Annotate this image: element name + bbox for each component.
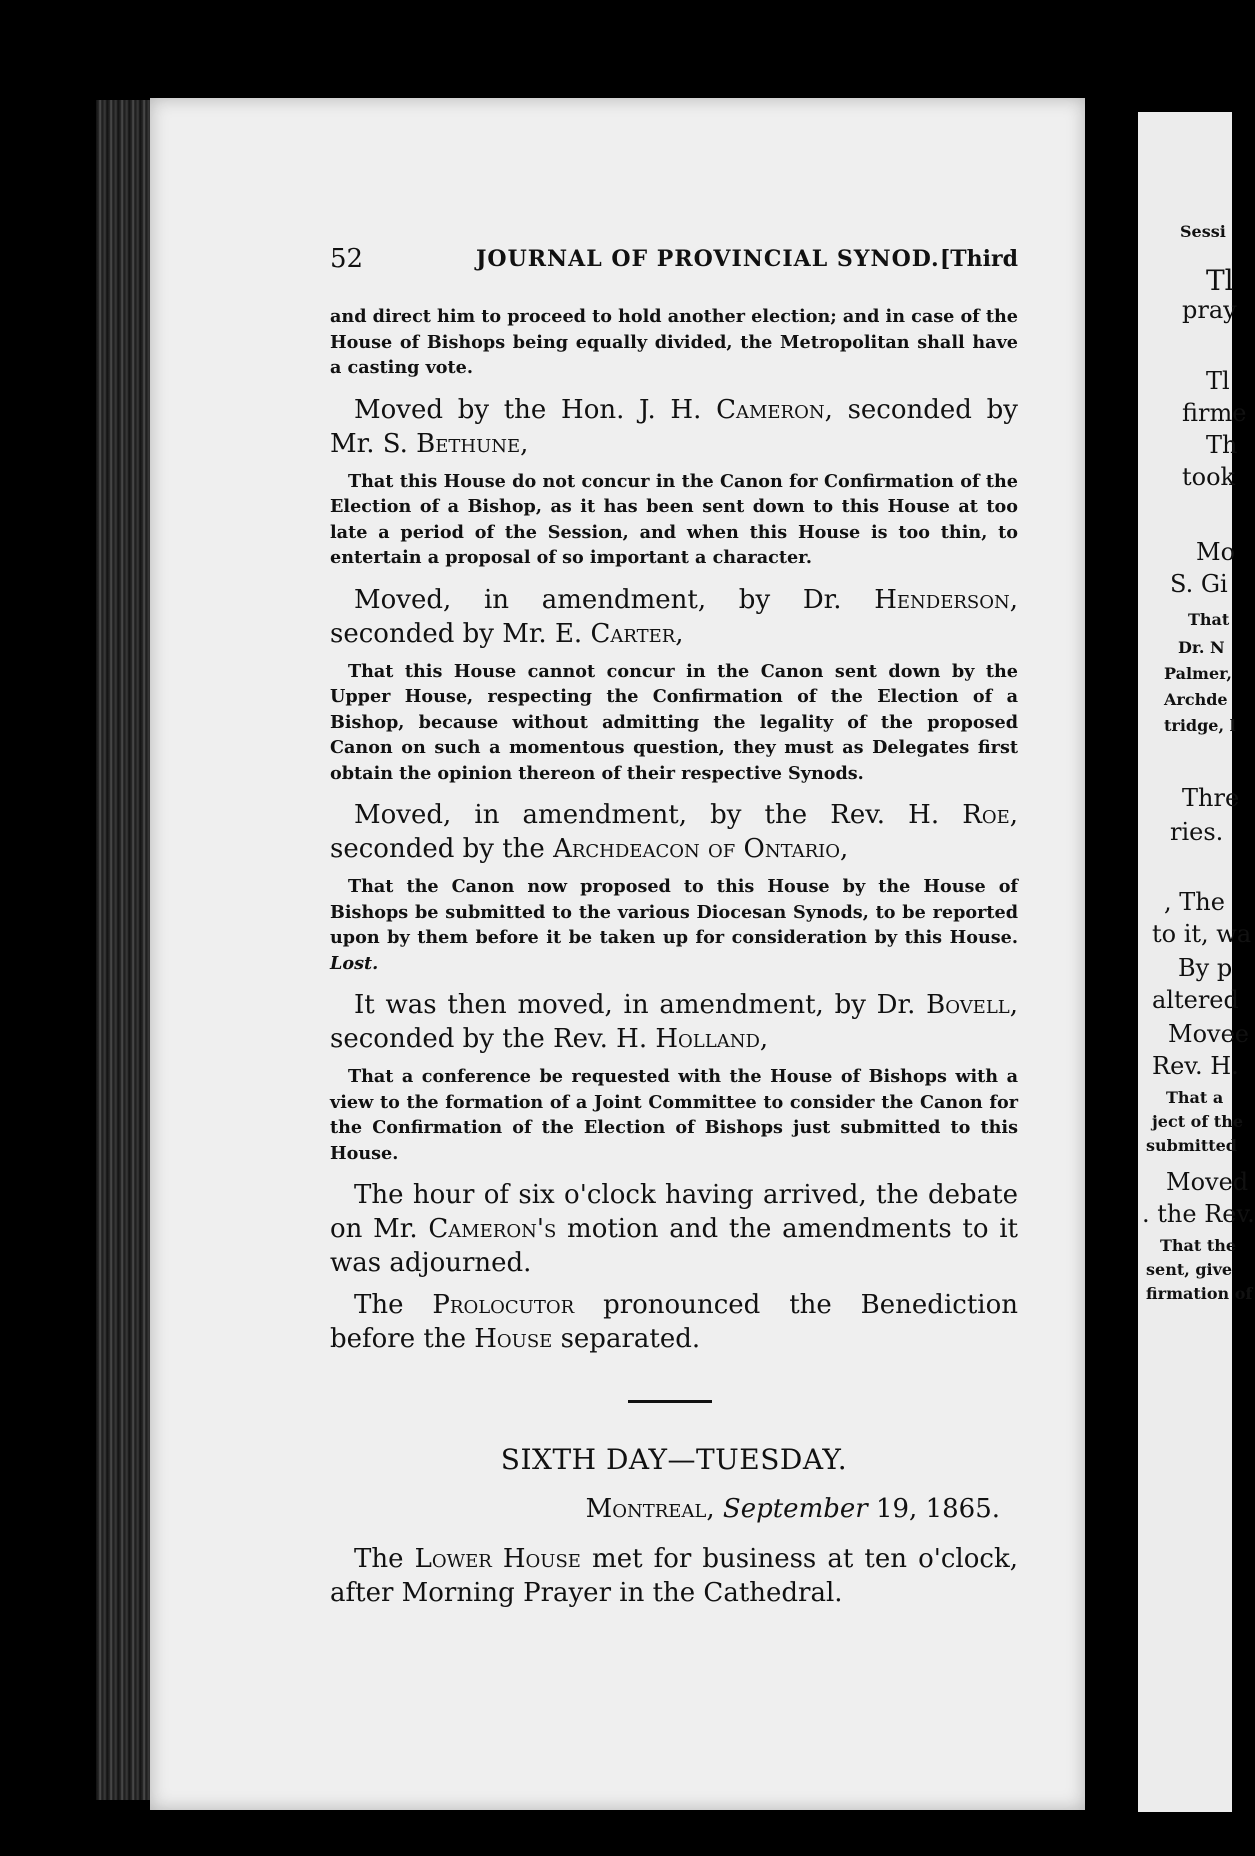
- page-right-partial: [1138, 112, 1255, 1812]
- lower-house-paragraph: The Lower House met for business at ten o'clock, after Morning Prayer in the Cathedral.: [330, 1544, 1018, 1608]
- amendment-heading-henderson: Moved, in amendment, by Dr. Henderson, seconded by Mr. E. Carter,: [330, 584, 1018, 649]
- fragment: Archde: [1164, 690, 1228, 709]
- fragment: Tl: [1206, 264, 1234, 297]
- motion-text-cameron: That this House do not concur in the Canon for Confirmation of the Election of a Bishop, as it has been sent down to this House at too late a period of the Session, and when this House is too thin, to entertain a proposal of so important a character.: [330, 470, 1018, 568]
- fragment: That a: [1166, 1088, 1224, 1107]
- benediction-paragraph: The Prolocutor pronounced the Benediction before the House separated.: [330, 1290, 1018, 1354]
- fragment: Sessi: [1180, 222, 1226, 241]
- paragraph-continuation: and direct him to proceed to hold another election; and in case of the House of Bishops being equally divided, the Metropolitan shall have a casting vote.: [330, 306, 1018, 378]
- fragment: sent, give: [1146, 1260, 1233, 1279]
- fragment: . the Rev.: [1142, 1200, 1255, 1228]
- running-header-right: [Third: [939, 246, 1018, 272]
- section-divider: [628, 1400, 712, 1403]
- fragment: pray: [1182, 296, 1237, 324]
- fragment: Movee: [1168, 1020, 1249, 1048]
- motion-heading-cameron: Moved by the Hon. J. H. Cameron, seconded by Mr. S. Bethune,: [330, 394, 1018, 459]
- fragment: altered: [1152, 986, 1239, 1014]
- amendment-heading-roe: Moved, in amendment, by the Rev. H. Roe, seconded by the Archdeacon of Ontario,: [330, 800, 1018, 864]
- running-title: JOURNAL OF PROVINCIAL SYNOD.: [476, 246, 940, 272]
- fragment: ries.: [1170, 818, 1224, 846]
- amendment-text-roe: That the Canon now proposed to this House by the House of Bishops be submitted to the various Diocesan Synods, to be reported upon by them before it be taken up for consideration by this House. Lost.: [330, 876, 1018, 974]
- fragment: Moved: [1166, 1168, 1249, 1196]
- dateline: Montreal, September 19, 1865.: [585, 1494, 1000, 1524]
- fragment: S. Gi: [1170, 570, 1228, 598]
- fragment: By p: [1178, 954, 1233, 982]
- fragment: ject of the: [1152, 1112, 1243, 1131]
- fragment: That the: [1160, 1236, 1237, 1255]
- fragment: Palmer,: [1164, 664, 1232, 683]
- fragment: to it, wa: [1152, 920, 1252, 948]
- amendment-heading-bovell: It was then moved, in amendment, by Dr. Bovell, seconded by the Rev. H. Holland,: [330, 990, 1018, 1054]
- day-heading: SIXTH DAY—TUESDAY.: [500, 1443, 848, 1476]
- fragment: , The: [1164, 888, 1225, 916]
- fragment: took: [1182, 463, 1236, 491]
- amendment-text-henderson: That this House cannot concur in the Canon sent down by the Upper House, respecting the Confirmation of the Election of a Bishop, because without admitting the legality of the proposed Canon on such a momentous question, they must as Delegates first obtain the opinion thereon of their respective Synods.: [330, 660, 1018, 784]
- amendment-text-bovell: That a conference be requested with the House of Bishops with a view to the formation of a Joint Committee to consider the Canon for the Confirmation of the Election of Bishops just submitted to this House.: [330, 1066, 1018, 1164]
- fragment: Tl: [1206, 367, 1230, 395]
- adjournment-paragraph: The hour of six o'clock having arrived, the debate on Mr. Cameron's motion and the amendments to it was adjourned.: [330, 1180, 1018, 1278]
- fragment: Rev. H.: [1152, 1052, 1239, 1080]
- page-body: [330, 304, 1018, 1618]
- fragment: That: [1188, 610, 1230, 629]
- fragment: Dr. N: [1178, 638, 1225, 657]
- fragment: Thre: [1182, 784, 1240, 812]
- fragment: firmation of: [1146, 1284, 1253, 1303]
- page-number: 52: [330, 244, 364, 274]
- book-binding-edge: [96, 100, 154, 1800]
- fragment: tridge, l: [1164, 716, 1236, 735]
- fragment: submitted: [1146, 1136, 1237, 1155]
- fragment: Th: [1206, 431, 1238, 459]
- fragment: Mo: [1196, 538, 1236, 566]
- fragment: firme: [1182, 399, 1247, 427]
- vote-result: Lost.: [330, 952, 379, 974]
